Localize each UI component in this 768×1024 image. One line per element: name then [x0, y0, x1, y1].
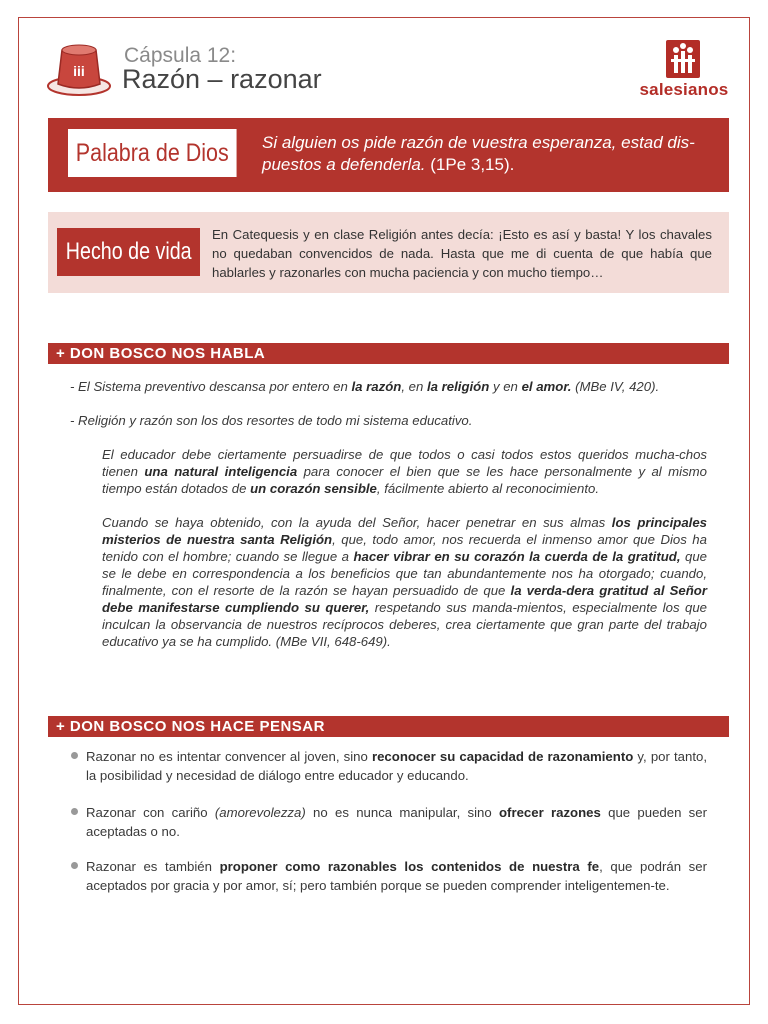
bullet-icon — [71, 808, 78, 815]
bold-segment: la verda-dera gratitud al Señor debe manifestarse cumpliendo su querer, — [102, 583, 707, 615]
text-segment: , en — [401, 379, 427, 394]
bold-segment: los principales misterios de nuestra santa Religión — [102, 515, 707, 547]
section-don-bosco-nos-habla: + DON BOSCO NOS HABLA — [48, 343, 729, 364]
bold-segment: hacer vibrar en su corazón la cuerda de la gratitud, — [353, 549, 681, 564]
text-segment: y, por tanto, la posibilidad y necesidad de diálogo entre educador y educando. — [86, 749, 708, 783]
logo-text: salesianos — [639, 80, 729, 99]
text-segment: , fácilmente abierto al reconocimiento. — [376, 481, 599, 496]
text-segment: , que podrán ser aceptados por gracia y por amor, sí; pero también porque se pueden comprender inteligentemen-te. — [86, 859, 707, 893]
text-segment: no es nunca manipular, sino — [305, 805, 499, 820]
palabra-reference: (1Pe 3,15). — [430, 155, 515, 174]
text-segment: respetando sus manda-mientos, especialmente los que inculcan la observancia de nuestros recíprocos deberes, crea ciertamente que gran parte del trabajo educativo ya se ha cumplido. (MBe VII, 648-649). — [102, 600, 707, 649]
bold-segment: un corazón sensible — [250, 481, 377, 496]
bullet-icon — [71, 752, 78, 759]
text-segment: - El Sistema preventivo descansa por entero en — [70, 379, 352, 394]
italic-segment: (amorevolezza) — [214, 805, 306, 820]
quote-line-1 — [70, 378, 730, 395]
text-segment: que se le debe en correspondencia a los beneficios que tan abundantemente nos ha otorgado; cuando, finalmente, con el resorte de la razón se hayan persuadido de que — [102, 549, 707, 598]
capsule-subtitle: Cápsula 12: — [124, 44, 237, 67]
palabra-quote-text: Si alguien os pide razón de vuestra esperanza, estad dis-puestos a defenderla. — [262, 133, 695, 174]
bullet-item-3 — [86, 857, 707, 895]
text-segment: Razonar es también — [86, 859, 220, 874]
svg-text:iii: iii — [73, 63, 85, 79]
palabra-label: Palabra de Dios — [68, 129, 237, 177]
text-segment: El educador debe ciertamente persuadirse de que todos o casi todos estos queridos mucha-chos tienen — [102, 447, 707, 479]
bold-segment: reconocer su capacidad de razonamiento — [371, 749, 634, 764]
bold-segment: proponer como razonables los contenidos de nuestra fe — [219, 859, 600, 874]
text-segment: Razonar no es intentar convencer al joven, sino — [86, 749, 372, 764]
hecho-label-text: Hecho de vida — [65, 238, 192, 265]
text-segment: para conocer el bien que se les hace personalmente y al mismo tiempo están dotados de — [102, 464, 707, 496]
bullet-item-1 — [86, 747, 707, 785]
bold-segment: ofrecer razones — [499, 805, 601, 820]
section-don-bosco-nos-hace-pensar: + DON BOSCO NOS HACE PENSAR — [48, 716, 729, 737]
text-segment: , que, todo amor, nos recuerda el inmenso amor que Dios ha tenido con el hombre; cuando se llegue a — [102, 532, 707, 564]
text-segment: Razonar con cariño — [86, 805, 215, 820]
hecho-label — [57, 228, 200, 276]
palabra-quote — [262, 132, 712, 176]
hecho-text: En Catequesis y en clase Religión antes decía: ¡Esto es así y basta! Y los chavales no quedaban convencidos de nada. Hasta que me di cuenta de que había que hablarles y razonarles con mucha paciencia y con mucho tiempo… — [212, 227, 712, 280]
bold-segment: la razón — [351, 379, 402, 394]
bold-segment: el amor. — [521, 379, 572, 394]
palabra-de-dios-box — [48, 118, 729, 192]
bullet-item-2 — [86, 803, 707, 841]
quote-paragraph-2 — [102, 514, 707, 650]
bullet-icon — [71, 862, 78, 869]
quote-line-2: - Religión y razón son los dos resortes de todo mi sistema educativo. — [70, 413, 473, 428]
bold-segment: la religión — [427, 379, 490, 394]
quote-paragraph-1 — [102, 446, 707, 497]
bold-segment: una natural inteligencia — [144, 464, 298, 479]
text-segment: (MBe IV, 420). — [571, 379, 660, 394]
page-title: Razón – razonar — [122, 64, 322, 94]
hecho-de-vida-box — [48, 212, 729, 293]
salesianos-logo-icon — [666, 40, 700, 78]
text-segment: Cuando se haya obtenido, con la ayuda del Señor, hacer penetrar en sus almas — [102, 515, 612, 530]
text-segment: que pueden ser aceptadas o no. — [86, 805, 708, 839]
text-segment: y en — [489, 379, 522, 394]
coffee-capsule-icon — [46, 36, 112, 98]
